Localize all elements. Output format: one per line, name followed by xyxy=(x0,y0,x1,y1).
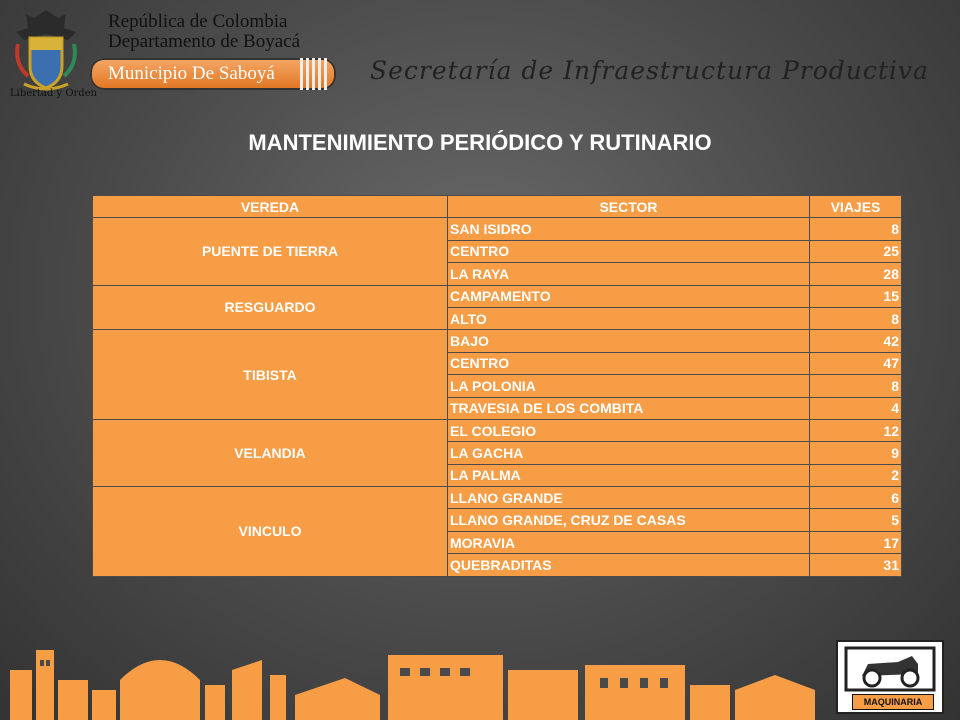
sector-cell: BAJO xyxy=(448,330,810,352)
table-row xyxy=(93,330,902,352)
viajes-cell: 8 xyxy=(810,307,902,329)
page-title: MANTENIMIENTO PERIÓDICO Y RUTINARIO xyxy=(248,130,712,155)
viajes-cell: 25 xyxy=(810,240,902,262)
viajes-cell: 8 xyxy=(810,218,902,240)
sector-cell: ALTO xyxy=(448,307,810,329)
sector-cell: MORAVIA xyxy=(448,531,810,553)
maquinaria-label: MAQUINARIA xyxy=(852,694,934,710)
sector-cell: LA PALMA xyxy=(448,464,810,486)
republic-text: República de Colombia xyxy=(108,11,288,32)
viajes-cell: 6 xyxy=(810,487,902,509)
table-header-row xyxy=(93,196,902,218)
government-lines xyxy=(108,12,300,52)
vereda-cell: PUENTE DE TIERRA xyxy=(93,218,448,285)
viajes-cell: 15 xyxy=(810,285,902,307)
vereda-cell: TIBISTA xyxy=(93,330,448,420)
sector-cell: TRAVESIA DE LOS COMBITA xyxy=(448,397,810,419)
vereda-cell: VELANDIA xyxy=(93,419,448,486)
viajes-cell: 5 xyxy=(810,509,902,531)
sector-cell: CENTRO xyxy=(448,352,810,374)
viajes-cell: 47 xyxy=(810,352,902,374)
column-header: SECTOR xyxy=(448,196,810,218)
viajes-cell: 8 xyxy=(810,375,902,397)
vereda-cell: RESGUARDO xyxy=(93,285,448,330)
viajes-cell: 2 xyxy=(810,464,902,486)
viajes-cell: 12 xyxy=(810,419,902,441)
sector-cell: LA POLONIA xyxy=(448,375,810,397)
sector-cell: CAMPAMENTO xyxy=(448,285,810,307)
vereda-cell: VINCULO xyxy=(93,487,448,577)
sector-cell: SAN ISIDRO xyxy=(448,218,810,240)
table-row xyxy=(93,218,902,240)
municipio-text: Municipio De Saboyá xyxy=(108,63,275,84)
viajes-cell: 4 xyxy=(810,397,902,419)
table-row xyxy=(93,487,902,509)
header xyxy=(0,0,960,110)
table-body xyxy=(93,218,902,576)
sector-cell: LLANO GRANDE, CRUZ DE CASAS xyxy=(448,509,810,531)
viajes-cell: 31 xyxy=(810,554,902,576)
sector-cell: LLANO GRANDE xyxy=(448,487,810,509)
viajes-cell: 28 xyxy=(810,263,902,285)
table-row xyxy=(93,419,902,441)
maintenance-table xyxy=(92,195,902,577)
tractor-icon xyxy=(838,642,942,692)
viajes-cell: 9 xyxy=(810,442,902,464)
column-header: VIAJES xyxy=(810,196,902,218)
table-row xyxy=(93,285,902,307)
secretaria-text: Secretaría de Infraestructura Productiva xyxy=(370,56,929,85)
sector-cell: LA GACHA xyxy=(448,442,810,464)
sector-cell: CENTRO xyxy=(448,240,810,262)
maquinaria-logo xyxy=(836,640,944,714)
viajes-cell: 17 xyxy=(810,531,902,553)
skyline-illustration xyxy=(0,640,830,720)
department-text: Departamento de Boyacá xyxy=(108,31,301,52)
sector-cell: EL COLEGIO xyxy=(448,419,810,441)
column-header: VEREDA xyxy=(93,196,448,218)
viajes-cell: 42 xyxy=(810,330,902,352)
stripes-decoration xyxy=(300,58,330,95)
motto-text: Libertad y Orden xyxy=(10,88,98,99)
sector-cell: LA RAYA xyxy=(448,263,810,285)
sector-cell: QUEBRADITAS xyxy=(448,554,810,576)
